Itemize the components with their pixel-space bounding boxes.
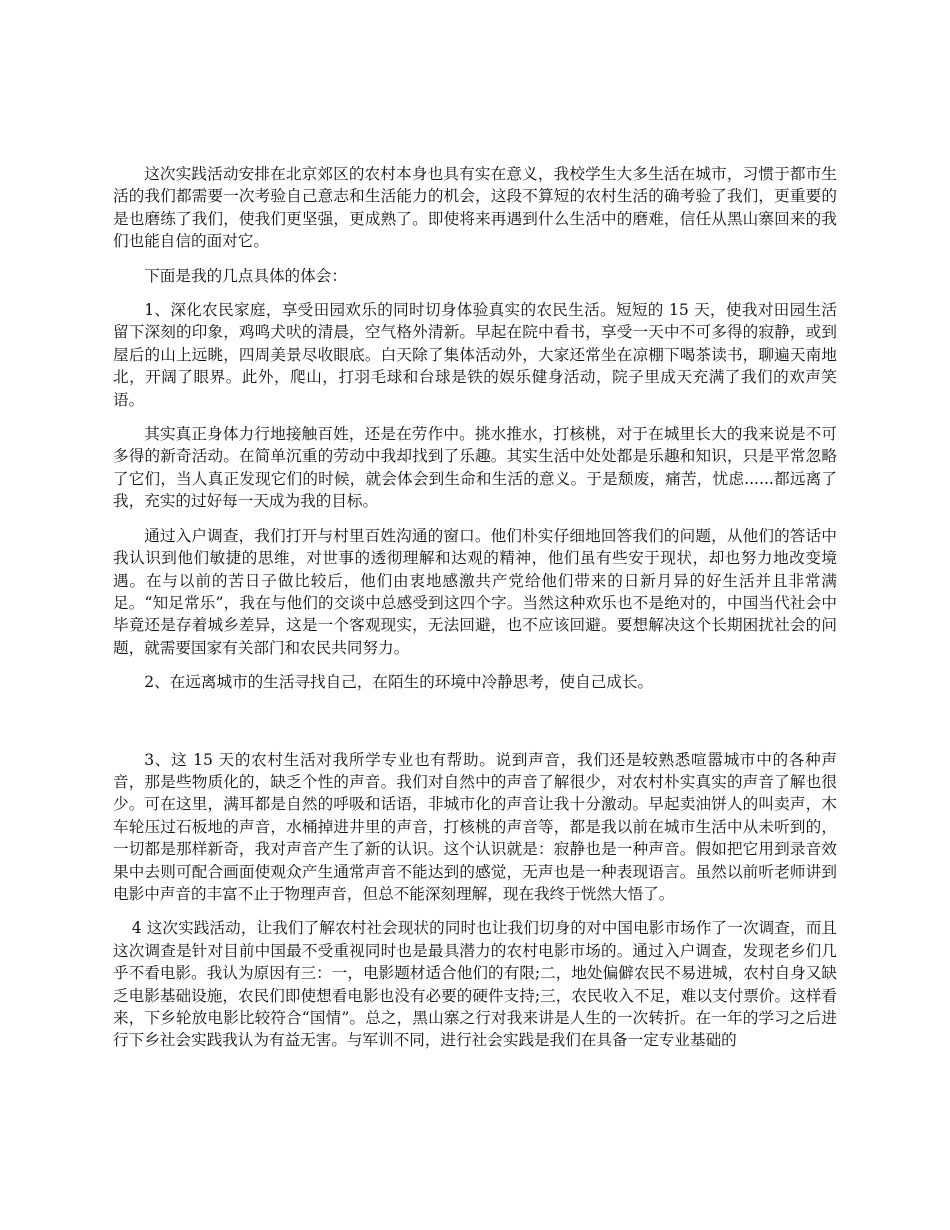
blank-space bbox=[113, 706, 837, 749]
paragraph-intro: 这次实践活动安排在北京郊区的农村本身也具有实在意义，我校学生大多生活在城市，习惯于都市生活的我们都需要一次考验自己意志和生活能力的机会，这段不算短的农村生活的确考验了我们，更重要的是也磨练了我们，使我们更坚强，更成熟了。即使将来再遇到什么生活中的磨难，信任从黑山寨回来的我们也能自信的面对它。 bbox=[113, 165, 837, 251]
paragraph-point-1: 1、深化农民家庭，享受田园欢乐的同时切身体验真实的农民生活。短短的 15 天，使我对田园生活留下深刻的印象，鸡鸣犬吠的清晨，空气格外清新。早起在院中看书，享受一天中不可多得的寂静，或到屋后的山上远眺，四周美景尽收眼底。白天除了集体活动外，大家还常坐在凉棚下喝茶读书，聊遍天南地北，开阔了眼界。此外，爬山，打羽毛球和台球是铁的娱乐健身活动，院子里成天充满了我们的欢声笑语。 bbox=[113, 301, 837, 409]
paragraph-point-2: 2、在远离城市的生活寻找自己，在陌生的环境中冷静思考，使自己成长。 bbox=[144, 673, 654, 692]
paragraph-survey: 通过入户调查，我们打开与村里百姓沟通的窗口。他们朴实仔细地回答我们的问题，从他们的答话中我认识到他们敏捷的思维，对世事的透彻理解和达观的精神，他们虽有些安于现状，却也努力地改变境遇。在与以前的苦日子做比较后，他们由衷地感激共产党给他们带来的日新月异的好生活并且非常满足。“知足常乐”，我在与他们的交谈中总感受到这四个字。当然这种欢乐也不是绝对的，中国当代社会中毕竟还是存着城乡差异，这是一个客观现实，无法回避，也不应该回避。要想解决这个长期困扰社会的问题，就需要国家有关部门和农民共同努力。 bbox=[113, 526, 837, 657]
document-body bbox=[113, 163, 837, 1064]
paragraph-point-3: 3、这 15 天的农村生活对我所学专业也有帮助。说到声音，我们还是较熟悉喧嚣城市中的各种声音，那是些物质化的，缺乏个性的声音。我们对自然中的声音了解很少，对农村朴实真实的声音了解也很少。可在这里，满耳都是自然的呼吸和话语，非城市化的声音让我十分激动。早起卖油饼人的叫卖声，木车轮压过石板地的声音，水桶掉进井里的声音，打核桃的声音等，都是我以前在城市生活中从未听到的，一切都是那样新奇，我对声音产生了新的认识。这个认识就是：寂静也是一种声音。假如把它用到录音效果中去则可配合画面使观众产生通常声音不能达到的感觉，无声也是一种表现语言。虽然以前听老师讲到电影中声音的丰富不止于物理声音，但总不能深刻理解，现在我终于恍然大悟了。 bbox=[113, 750, 837, 903]
paragraph-point-4: 4 这次实践活动，让我们了解农村社会现状的同时也让我们切身的对中国电影市场作了一次调查，而且这次调查是针对目前中国最不受重视同时也是最具潜力的农村电影市场的。通过入户调查，发现老乡们几乎不看电影。我认为原因有三：一，电影题材适合他们的有限;二，地处偏僻农民不易进城，农村自身又缺乏电影基础设施，农民们即使想看电影也没有必要的硬件支持;三，农民收入不足，难以支付票价。这样看来，下乡轮放电影比较符合“国情”。总之，黑山寨之行对我来讲是人生的一次转折。在一年的学习之后进行下乡社会实践我认为有益无害。与军训不同，进行社会实践是我们在具备一定专业基础的 bbox=[113, 919, 837, 1050]
paragraph-labor: 其实真正身体力行地接触百姓，还是在劳作中。挑水推水，打核桃，对于在城里长大的我来说是不可多得的新奇活动。在简单沉重的劳动中我却找到了乐趣。其实生活中处处都是乐趣和知识，只是平常忽略了它们，当人真正发现它们的时候，就会体会到生命和生活的意义。于是颓废，痛苦，忧虑......都远离了我，充实的过好每一天成为我的目标。 bbox=[113, 425, 837, 511]
paragraph-heading: 下面是我的几点具体的体会： bbox=[144, 266, 347, 285]
